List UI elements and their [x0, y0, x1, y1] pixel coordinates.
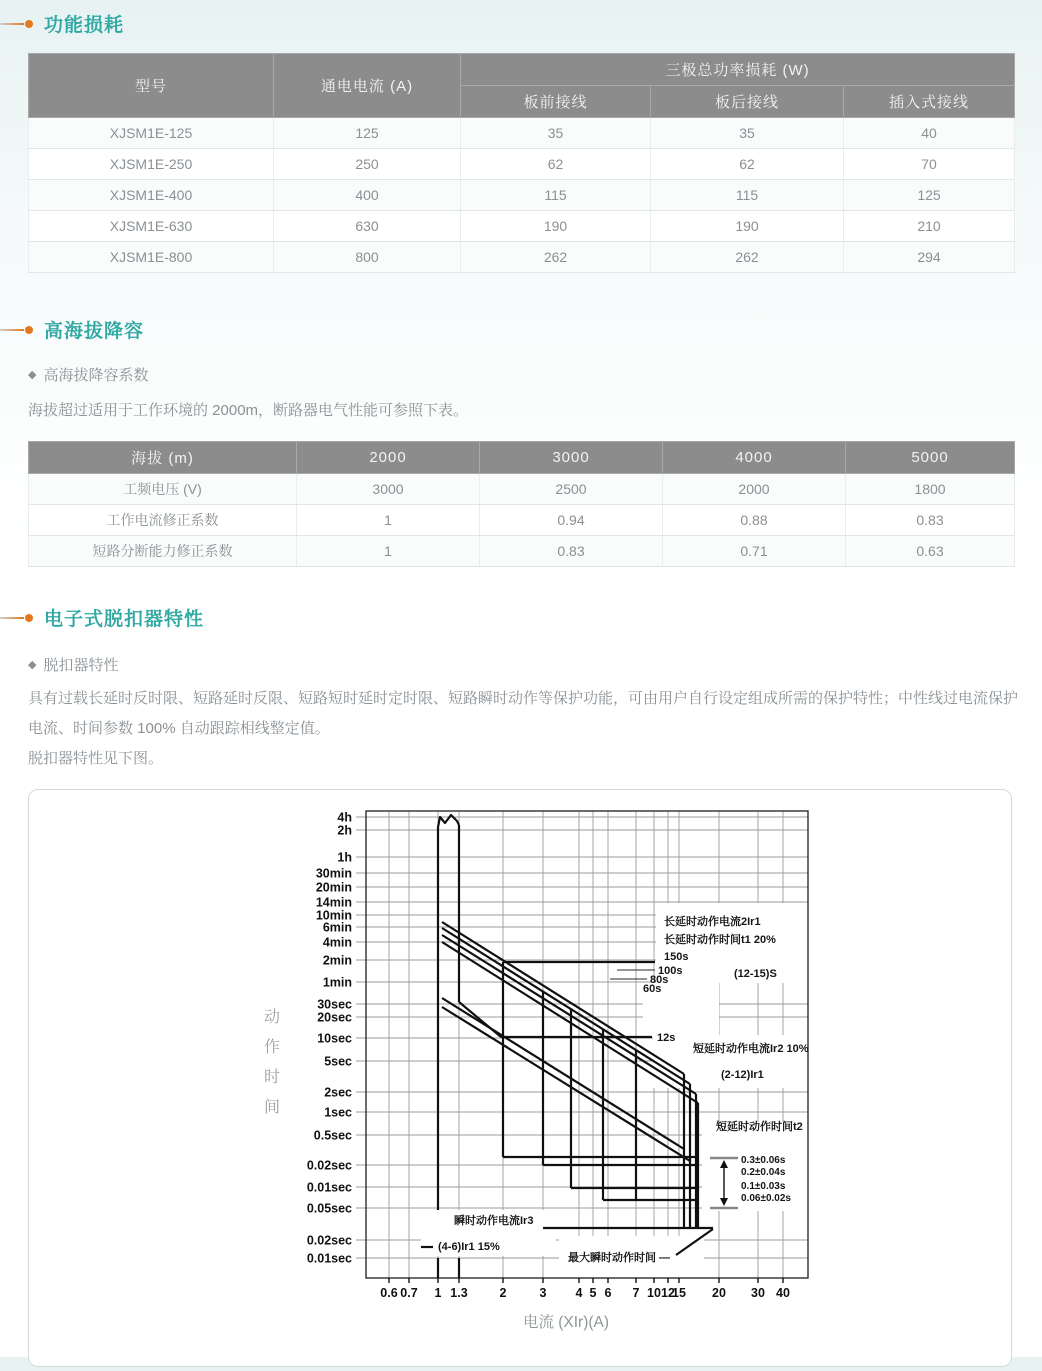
- bullet-dot-icon: [25, 614, 33, 622]
- power-loss-table-body: [29, 118, 1015, 273]
- x-tick-label: 20: [712, 1286, 726, 1300]
- chart-annotation: (2-12)Ir1: [721, 1069, 764, 1081]
- chart-annotation: (4-6)Ir1 15%: [438, 1241, 500, 1253]
- power-loss-table: [28, 53, 1015, 273]
- trip-subtitle-row: [28, 654, 1042, 675]
- altitude-header: 5000: [846, 442, 1015, 474]
- y-tick-label: 0.05sec: [306, 1201, 352, 1216]
- chart-annotation: 短延时动作时间t2: [716, 1121, 803, 1133]
- chart-annotation: (12-15)S: [734, 968, 777, 980]
- y-tick-label: 2h: [337, 823, 352, 838]
- trip-subtitle: 脱扣器特性: [43, 657, 119, 674]
- marker-line: [0, 23, 24, 25]
- y-tick-label: 0.01sec: [306, 1180, 352, 1195]
- diamond-bullet-icon: ◆: [28, 369, 37, 381]
- diamond-bullet-icon: ◆: [28, 659, 37, 671]
- table-row: [29, 505, 1015, 536]
- x-tick-label: 5: [589, 1286, 597, 1300]
- table-row: [29, 242, 1015, 273]
- y-tick-label: 2sec: [324, 1085, 352, 1100]
- value-cell: 2000: [663, 474, 846, 505]
- altitude-subtitle-row: [28, 364, 1042, 385]
- altitude-subtitle: 高海拔降容系数: [43, 367, 149, 384]
- y-tick-label: 4min: [322, 935, 352, 950]
- chart-annotation: 150s: [664, 951, 689, 963]
- chart-annotation: 长延时动作电流2Ir1: [664, 916, 761, 928]
- altitude-header: 3000: [480, 442, 663, 474]
- x-axis-title: 电流 (XIr)(A): [522, 1314, 610, 1331]
- value-cell: 0.94: [480, 505, 663, 536]
- section-power-loss-header: [0, 0, 1042, 37]
- altitude-header: 2000: [297, 442, 480, 474]
- section-trip-header: [0, 604, 1042, 631]
- table-row: [29, 211, 1015, 242]
- table-row: [29, 474, 1015, 505]
- value-cell: 630: [274, 211, 461, 242]
- row-label-header: 海拔 (m): [29, 442, 297, 474]
- model-cell: XJSM1E-400: [29, 180, 274, 211]
- y-axis-title-char: 作: [263, 1039, 281, 1056]
- chart-annotation: 0.2±0.04s: [741, 1167, 786, 1178]
- x-tick-label: 40: [776, 1286, 790, 1300]
- section-title: 功能损耗: [44, 15, 125, 36]
- value-cell: 35: [461, 118, 651, 149]
- row-label-cell: 工频电压 (V): [29, 474, 297, 505]
- chart-annotation: 100s: [658, 965, 683, 977]
- value-cell: 1: [297, 505, 480, 536]
- y-tick-label: 1min: [322, 975, 352, 990]
- x-tick-label: 4: [575, 1286, 583, 1300]
- section-title: 高海拔降容: [44, 321, 145, 342]
- value-cell: 0.63: [846, 536, 1015, 567]
- y-tick-label: 20min: [315, 880, 352, 895]
- model-cell: XJSM1E-125: [29, 118, 274, 149]
- section-marker: [0, 614, 33, 622]
- y-axis-title-char: 时: [263, 1069, 281, 1086]
- value-cell: 800: [274, 242, 461, 273]
- chart-annotation: 0.1±0.03s: [741, 1181, 786, 1192]
- chart-annotation: 瞬时动作电流Ir3: [454, 1215, 534, 1227]
- value-cell: 115: [461, 180, 651, 211]
- value-cell: 262: [461, 242, 651, 273]
- y-axis-title-char: 动: [263, 1009, 281, 1026]
- row-label-cell: 短路分断能力修正系数: [29, 536, 297, 567]
- marker-line: [0, 617, 24, 619]
- section-marker: [0, 326, 33, 334]
- chart-annotation: 60s: [643, 983, 662, 995]
- model-cell: XJSM1E-250: [29, 149, 274, 180]
- y-tick-label: 5sec: [324, 1054, 352, 1069]
- x-tick-label: 30: [751, 1286, 765, 1300]
- value-cell: 125: [844, 180, 1015, 211]
- value-cell: 62: [461, 149, 651, 180]
- y-axis-title-char: 间: [263, 1099, 281, 1116]
- col-header-plugin-wiring: 插入式接线: [844, 86, 1015, 118]
- altitude-header: 4000: [663, 442, 846, 474]
- col-header-current: 通电电流 (A): [274, 54, 461, 118]
- value-cell: 190: [651, 211, 844, 242]
- x-tick-label: 7: [632, 1286, 640, 1300]
- col-header-group: 三极总功率损耗 (W): [461, 54, 1015, 86]
- section-title: 电子式脱扣器特性: [44, 609, 205, 630]
- x-tick-label: 6: [604, 1286, 612, 1300]
- x-tick-label: 10: [647, 1286, 661, 1300]
- y-tick-label: 1sec: [324, 1105, 352, 1120]
- trip-curve-figure: [28, 789, 1012, 1367]
- x-tick-label: 1.3: [450, 1286, 468, 1300]
- model-cell: XJSM1E-630: [29, 211, 274, 242]
- y-tick-label: 20sec: [317, 1010, 352, 1025]
- x-tick-label: 12: [661, 1286, 675, 1300]
- y-tick-label: 2min: [322, 953, 352, 968]
- x-tick-label: 3: [539, 1286, 547, 1300]
- y-tick-label: 0.02sec: [306, 1233, 352, 1248]
- x-tick-label: 0.6: [380, 1286, 398, 1300]
- chart-annotation: 12s: [657, 1032, 676, 1044]
- trip-paragraph-2: 脱扣器特性见下图。: [28, 750, 164, 767]
- value-cell: 3000: [297, 474, 480, 505]
- altitude-table-header-row: [29, 442, 1015, 474]
- x-tick-label: 0.7: [400, 1286, 418, 1300]
- trip-curve-chart: [29, 790, 1011, 1366]
- x-tick-label: 2: [499, 1286, 507, 1300]
- table-row: [29, 118, 1015, 149]
- value-cell: 210: [844, 211, 1015, 242]
- altitude-table: [28, 441, 1015, 567]
- trip-paragraph: 具有过载长延时反时限、短路延时反限、短路短时延时定时限、短路瞬时动作等保护功能，可由用户自行设定组成所需的保护特性；中性线过电流保护电流、时间参数 100% 自动跟踪相线整定值。: [28, 690, 1019, 737]
- value-cell: 115: [651, 180, 844, 211]
- bullet-dot-icon: [25, 326, 33, 334]
- table-row: [29, 149, 1015, 180]
- value-cell: 1: [297, 536, 480, 567]
- value-cell: 70: [844, 149, 1015, 180]
- section-altitude-header: [0, 316, 1042, 343]
- value-cell: 0.83: [480, 536, 663, 567]
- row-label-cell: 工作电流修正系数: [29, 505, 297, 536]
- value-cell: 294: [844, 242, 1015, 273]
- table-row: [29, 536, 1015, 567]
- y-tick-label: 10sec: [317, 1031, 352, 1046]
- marker-line: [0, 329, 24, 331]
- y-tick-label: 0.01sec: [306, 1251, 352, 1266]
- value-cell: 125: [274, 118, 461, 149]
- y-tick-label: 6min: [322, 920, 352, 935]
- y-tick-label: 0.5sec: [313, 1128, 352, 1143]
- chart-annotation: 短延时动作电流Ir2 10%: [693, 1043, 809, 1055]
- y-tick-label: 30sec: [317, 997, 352, 1012]
- y-tick-label: 30min: [315, 866, 352, 881]
- y-tick-label: 10min: [315, 908, 352, 923]
- altitude-table-body: [29, 474, 1015, 567]
- chart-annotation: 80s: [650, 974, 669, 986]
- chart-annotation: 0.3±0.06s: [741, 1155, 786, 1166]
- value-cell: 0.88: [663, 505, 846, 536]
- x-tick-label: 1: [434, 1286, 442, 1300]
- value-cell: 400: [274, 180, 461, 211]
- y-tick-label: 0.02sec: [306, 1158, 352, 1173]
- y-tick-label: 14min: [315, 895, 352, 910]
- value-cell: 2500: [480, 474, 663, 505]
- value-cell: 0.71: [663, 536, 846, 567]
- altitude-note: 海拔超过适用于工作环境的 2000m，断路器电气性能可参照下表。: [28, 402, 469, 419]
- x-tick-label: 15: [672, 1286, 686, 1300]
- col-header-front-wiring: 板前接线: [461, 86, 651, 118]
- model-cell: XJSM1E-800: [29, 242, 274, 273]
- value-cell: 190: [461, 211, 651, 242]
- chart-annotation: 长延时动作时间t1 20%: [664, 934, 776, 946]
- value-cell: 62: [651, 149, 844, 180]
- y-tick-label: 1h: [337, 850, 352, 865]
- value-cell: 40: [844, 118, 1015, 149]
- y-tick-label: 4h: [337, 810, 352, 825]
- col-header-rear-wiring: 板后接线: [651, 86, 844, 118]
- value-cell: 35: [651, 118, 844, 149]
- chart-annotation: 最大瞬时动作时间 —: [568, 1252, 671, 1264]
- value-cell: 250: [274, 149, 461, 180]
- table-row: [29, 180, 1015, 211]
- value-cell: 1800: [846, 474, 1015, 505]
- value-cell: 0.83: [846, 505, 1015, 536]
- col-header-model: 型号: [29, 54, 274, 118]
- bullet-dot-icon: [25, 20, 33, 28]
- chart-annotation: 0.06±0.02s: [741, 1193, 791, 1204]
- section-marker: [0, 20, 33, 28]
- value-cell: 262: [651, 242, 844, 273]
